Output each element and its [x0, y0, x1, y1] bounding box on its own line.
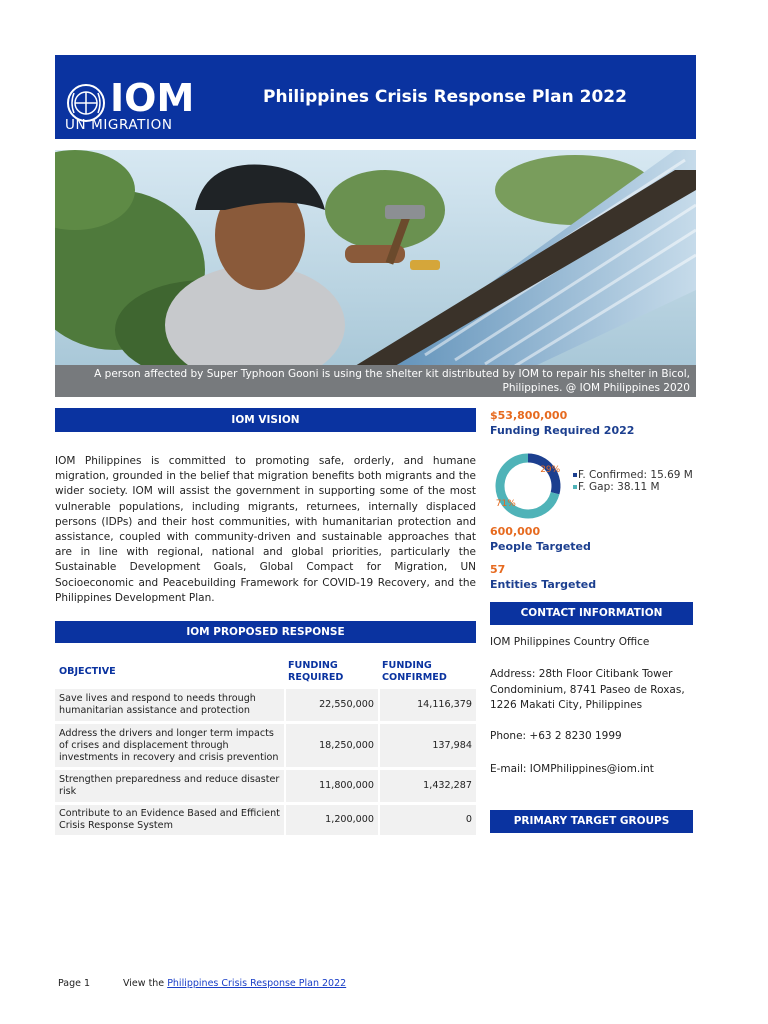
donut-slice-confirmed — [528, 458, 556, 493]
table-row — [55, 689, 476, 721]
crp-link[interactable]: Philippines Crisis Response Plan 2022 — [167, 978, 347, 989]
logo-subtext: UN MIGRATION — [65, 117, 173, 133]
target-groups-heading: PRIMARY TARGET GROUPS — [490, 810, 693, 833]
col-funding-required: FUNDING REQUIRED — [288, 660, 344, 683]
table-row — [55, 805, 476, 835]
confirmed-cell: 14,116,379 — [378, 689, 476, 721]
required-cell: 22,550,000 — [284, 689, 378, 721]
confirmed-cell: 0 — [378, 805, 476, 835]
objective-cell: Contribute to an Evidence Based and Efficient Crisis Response System — [55, 805, 284, 835]
legend-label-confirmed: F. Confirmed: 15.69 M — [578, 469, 693, 481]
contact-address: Address: 28th Floor Citibank Tower Condominium, 8741 Paseo de Roxas, 1226 Makati City, Philippines — [490, 668, 685, 711]
contact-heading: CONTACT INFORMATION — [490, 602, 693, 625]
contact-office: IOM Philippines Country Office — [490, 636, 650, 648]
confirmed-cell: 1,432,287 — [378, 770, 476, 802]
funding-label: Funding Required 2022 — [490, 424, 635, 437]
legend-item-confirmed — [573, 469, 693, 481]
legend-label-gap: F. Gap: 38.11 M — [578, 481, 660, 493]
response-table — [55, 655, 476, 838]
funding-donut-chart — [492, 450, 564, 522]
objective-cell: Address the drivers and longer term impacts of crises and displacement through investments in recovery and crisis prevention — [55, 724, 284, 767]
people-targeted-number: 600,000 — [490, 525, 541, 538]
legend-item-gap — [573, 481, 693, 493]
logo-text: IOM — [110, 76, 195, 120]
table-row — [55, 770, 476, 802]
chart-legend — [573, 469, 693, 493]
hero-photo — [55, 150, 696, 366]
table-row — [55, 724, 476, 767]
contact-phone: Phone: +63 2 8230 1999 — [490, 730, 622, 742]
photo-worker-roof-icon — [55, 150, 696, 366]
photo-caption: A person affected by Super Typhoon Gooni is using the shelter kit distributed by IOM to repair his shelter in Bicol, Philippines. @ IOM Philippines 2020 — [55, 365, 696, 397]
contact-email: E-mail: IOMPhilippines@iom.int — [490, 763, 654, 775]
vision-text: IOM Philippines is committed to promoting safe, orderly, and humane migration, grounded in the belief that migration benefits both migrants and the wider society. IOM will assist the government in supporting some of the most vulnerable populations, including migrants, returnees, internally displaced persons (IDPs) and their host communities, with humanitarian protection and assistance, coupled with community-driven and sustainable approaches that are in line with regional, national and global priorities, particularly the Sustainable Development Goals, Global Compact for Migration, UN Socioeconomic and Peacebuilding Framework for COVID-19 Recovery, and the Philippines Development Plan. — [55, 455, 476, 604]
confirmed-cell: 137,984 — [378, 724, 476, 767]
objective-cell: Save lives and respond to needs through humanitarian assistance and protection — [55, 689, 284, 721]
response-heading: IOM PROPOSED RESPONSE — [55, 621, 476, 643]
required-cell: 11,800,000 — [284, 770, 378, 802]
donut-label-confirmed: 29% — [540, 464, 561, 475]
vision-heading: IOM VISION — [55, 408, 476, 432]
legend-swatch-gap — [573, 485, 577, 489]
page-title: Philippines Crisis Response Plan 2022 — [263, 87, 627, 107]
donut-label-gap: 71% — [495, 499, 516, 510]
legend-swatch-confirmed — [573, 473, 577, 477]
people-targeted-label: People Targeted — [490, 540, 591, 553]
objective-cell: Strengthen preparedness and reduce disaster risk — [55, 770, 284, 802]
page-number: Page 1 — [58, 978, 91, 989]
required-cell: 18,250,000 — [284, 724, 378, 767]
footer-view — [123, 978, 346, 989]
col-funding-confirmed: FUNDING CONFIRMED — [382, 660, 447, 683]
table-header-row — [55, 658, 476, 686]
required-cell: 1,200,000 — [284, 805, 378, 835]
entities-targeted-label: Entities Targeted — [490, 578, 597, 591]
entities-targeted-number: 57 — [490, 563, 506, 576]
col-objective: OBJECTIVE — [59, 666, 116, 677]
footer-view-text: View the — [123, 978, 165, 989]
funding-amount: $53,800,000 — [490, 409, 568, 422]
